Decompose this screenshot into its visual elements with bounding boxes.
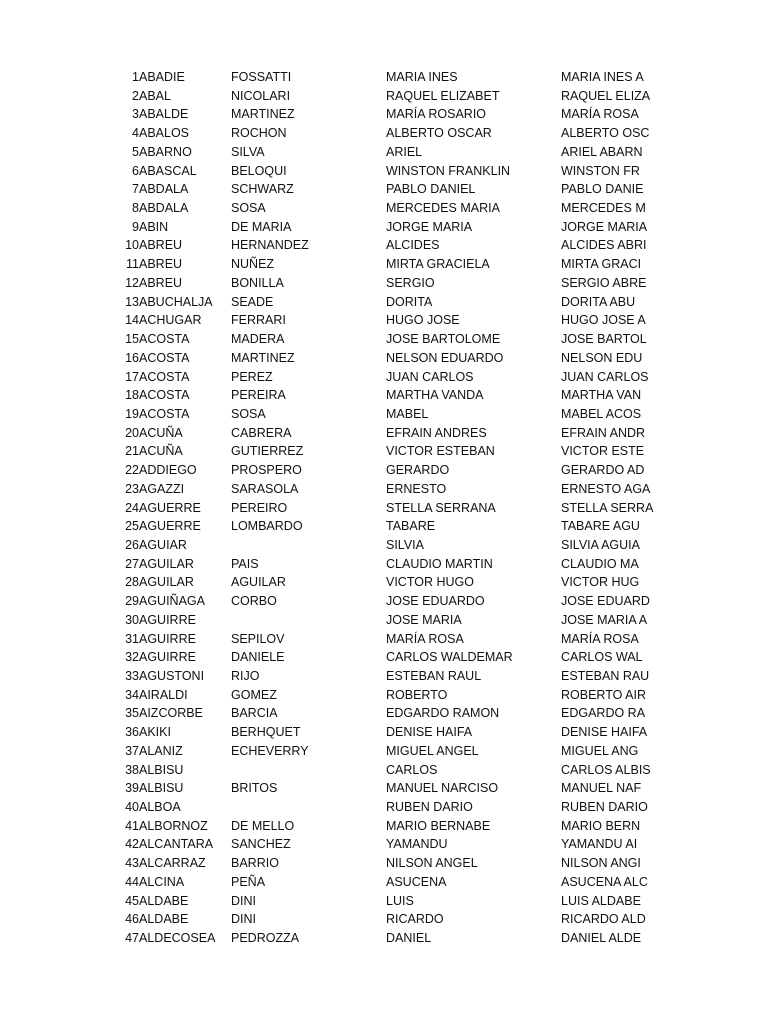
full-name-truncated: TABARE AGU [561,519,640,534]
full-name-truncated: MARÍA ROSA [561,631,639,646]
list-row [110,854,641,873]
full-name-truncated: MARÍA ROSA [561,107,639,122]
given-names: RUBEN DARIO [386,800,473,815]
full-name-truncated: MARIO BERN [561,818,641,833]
first-surname: ACUÑA [139,425,183,440]
list-row [110,742,639,761]
list-row [110,143,643,162]
row-number: 14 [125,313,139,328]
name-list-sheet [110,68,654,948]
given-names: JORGE MARIA [386,219,473,234]
full-name-truncated: HUGO JOSE A [561,313,646,328]
second-surname: SEPILOV [231,631,285,646]
row-number: 17 [125,369,139,384]
row-number: 6 [132,163,139,178]
first-surname: AGUIRRE [139,650,196,665]
list-row [110,873,648,892]
full-name-truncated: ARIEL ABARN [561,144,643,159]
full-name-truncated: EFRAIN ANDR [561,425,646,440]
given-names: ASUCENA [386,874,447,889]
full-name-truncated: DANIEL ALDE [561,931,642,946]
first-surname: ABALOS [139,126,190,141]
list-row [110,424,646,443]
second-surname: BARRIO [231,856,279,871]
full-name-truncated: MANUEL NAF [561,781,642,796]
first-surname: ALCINA [139,874,185,889]
row-number: 29 [125,594,139,609]
row-number: 35 [125,706,139,721]
given-names: VICTOR ESTEBAN [386,444,495,459]
list-row [110,704,646,723]
second-surname: MADERA [231,332,285,347]
row-number: 38 [125,762,139,777]
list-row [110,68,644,87]
first-surname: ABIN [139,219,169,234]
full-name-truncated: GERARDO AD [561,463,645,478]
given-names: YAMANDU [386,837,448,852]
list-row [110,929,642,948]
first-surname: AGUILAR [139,575,194,590]
first-surname: ABARNO [139,144,192,159]
full-name-truncated: ASUCENA ALC [561,874,648,889]
first-surname: AGUERRE [139,519,201,534]
given-names: DENISE HAIFA [386,725,473,740]
list-row [110,87,651,106]
first-surname: AGUIÑAGA [139,594,205,609]
row-number: 47 [125,931,139,946]
list-row [110,405,642,424]
full-name-truncated: WINSTON FR [561,163,640,178]
list-row [110,517,640,536]
given-names: NELSON EDUARDO [386,350,504,365]
given-names: MIGUEL ANGEL [386,743,479,758]
full-name-truncated: MARIA INES A [561,70,644,84]
given-names: DANIEL [386,931,432,946]
full-name-truncated: LUIS ALDABE [561,893,641,908]
row-number: 4 [132,126,139,141]
first-surname: ACOSTA [139,406,190,421]
row-number: 8 [132,201,139,216]
given-names: GERARDO [386,463,450,478]
given-names: MARÍA ROSA [386,631,464,646]
first-surname: AKIKI [139,725,171,740]
full-name-truncated: STELLA SERRA [561,500,654,515]
row-number: 19 [125,406,139,421]
full-name-truncated: RAQUEL ELIZA [561,88,651,103]
first-surname: AIRALDI [139,687,188,702]
full-name-truncated: ROBERTO AIR [561,687,646,702]
first-surname: ALCANTARA [139,837,214,852]
list-row [110,667,650,686]
second-surname: ROCHON [231,126,287,141]
second-surname: DE MELLO [231,818,295,833]
given-names: TABARE [386,519,436,534]
list-row [110,761,651,780]
second-surname: SANCHEZ [231,837,291,852]
given-names: PABLO DANIEL [386,182,476,197]
row-number: 26 [125,537,139,552]
list-row [110,480,651,499]
list-row [110,199,646,218]
first-surname: ABASCAL [139,163,197,178]
full-name-truncated: SERGIO ABRE [561,275,647,290]
second-surname: BERHQUET [231,725,301,740]
list-row [110,499,654,518]
first-surname: ACOSTA [139,350,190,365]
first-surname: ACHUGAR [139,313,202,328]
list-row [110,592,650,611]
list-row [110,124,650,143]
first-surname: AGUSTONI [139,669,205,683]
list-row [110,892,641,911]
second-surname: BARCIA [231,706,278,721]
full-name-truncated: EDGARDO RA [561,706,646,721]
given-names: EFRAIN ANDRES [386,425,487,440]
full-name-truncated: MIGUEL ANG [561,743,639,758]
first-surname: AGUERRE [139,500,201,515]
first-surname: ABAL [139,88,171,103]
row-number: 15 [125,332,139,347]
row-number: 21 [125,444,139,459]
second-surname: AGUILAR [231,575,286,590]
given-names: ERNESTO [386,481,447,496]
full-name-truncated: PABLO DANIE [561,182,644,197]
given-names: SERGIO [386,275,435,290]
full-name-truncated: JOSE BARTOL [561,332,647,347]
given-names: HUGO JOSE [386,313,460,328]
first-surname: ADDIEGO [139,463,197,478]
full-name-truncated: MARTHA VAN [561,388,642,403]
row-number: 11 [126,257,139,272]
full-name-truncated: ALBERTO OSC [561,126,650,141]
first-surname: AGAZZI [139,481,185,496]
row-number: 37 [125,743,139,758]
first-surname: ALANIZ [139,743,183,758]
given-names: VICTOR HUGO [386,575,474,590]
given-names: JUAN CARLOS [386,369,474,384]
second-surname: MARTINEZ [231,107,295,122]
list-row [110,630,639,649]
row-number: 43 [125,856,139,871]
list-row [110,817,641,836]
full-name-truncated: MERCEDES M [561,201,646,216]
second-surname: SEADE [231,294,274,309]
full-name-truncated: JOSE MARIA A [561,612,648,627]
second-surname: FERRARI [231,313,286,328]
given-names: NILSON ANGEL [386,856,478,871]
first-surname: ACOSTA [139,388,190,403]
given-names: STELLA SERRANA [386,500,496,515]
full-name-truncated: YAMANDU AI [561,837,638,852]
list-row [110,293,635,312]
second-surname: PEÑA [231,874,266,889]
second-surname: SARASOLA [231,481,299,496]
second-surname: DANIELE [231,650,285,665]
given-names: ALCIDES [386,238,440,253]
full-name-truncated: MABEL ACOS [561,406,642,421]
given-names: RAQUEL ELIZABET [386,88,500,103]
given-names: MIRTA GRACIELA [386,257,490,272]
given-names: MARIO BERNABE [386,818,491,833]
given-names: LUIS [386,893,414,908]
first-surname: ALBOA [139,800,181,815]
full-name-truncated: NILSON ANGI [561,856,641,871]
first-surname: AGUIAR [139,537,187,552]
second-surname: PEREZ [231,369,273,384]
first-surname: ABUCHALJA [139,294,213,309]
list-row [110,723,648,742]
second-surname: PAIS [231,556,259,571]
given-names: MARTHA VANDA [386,388,484,403]
second-surname: GOMEZ [231,687,277,702]
first-surname: ALDABE [139,912,189,927]
first-surname: ABDALA [139,201,189,216]
second-surname: BELOQUI [231,163,287,178]
row-number: 40 [125,800,139,815]
second-surname: CABRERA [231,425,292,440]
list-row [110,798,648,817]
given-names: JOSE BARTOLOME [386,332,501,347]
first-surname: ACOSTA [139,369,190,384]
first-surname: ACUÑA [139,444,183,459]
first-surname: ALDECOSEA [139,931,216,946]
given-names: WINSTON FRANKLIN [386,163,511,178]
second-surname: RIJO [231,669,260,683]
given-names: CARLOS [386,762,438,777]
row-number: 25 [125,519,139,534]
row-number: 46 [125,912,139,927]
list-row [110,105,639,124]
first-surname: ABREU [139,275,183,290]
list-row [110,686,646,705]
second-surname: GUTIERREZ [231,444,304,459]
full-name-truncated: JORGE MARIA [561,219,648,234]
list-row [110,573,640,592]
full-name-truncated: CARLOS WAL [561,650,643,665]
list-row [110,461,645,480]
row-number: 1 [132,70,139,84]
first-surname: ALBORNOZ [139,818,208,833]
given-names: JOSE EDUARDO [386,594,485,609]
second-surname: CORBO [231,594,277,609]
row-number: 16 [125,350,139,365]
row-number: 24 [125,500,139,515]
first-surname: ACOSTA [139,332,190,347]
first-surname: AGUIRRE [139,631,196,646]
row-number: 39 [125,781,139,796]
row-number: 42 [125,837,139,852]
list-row [110,386,642,405]
list-row [110,910,646,929]
full-name-truncated: DENISE HAIFA [561,725,648,740]
given-names: MABEL [386,406,429,421]
full-name-truncated: RUBEN DARIO [561,800,648,815]
first-surname: ALDABE [139,893,189,908]
row-number: 5 [132,144,139,159]
second-surname: DINI [231,893,256,908]
second-surname: BONILLA [231,275,284,290]
row-number: 28 [125,575,139,590]
given-names: DORITA [386,294,433,309]
list-row [110,255,642,274]
given-names: RICARDO [386,912,444,927]
second-surname: LOMBARDO [231,519,303,534]
second-surname: SCHWARZ [231,182,294,197]
list-row [110,648,643,667]
list-row [110,180,644,199]
second-surname: DE MARIA [231,219,292,234]
list-row [110,835,638,854]
first-surname: AGUILAR [139,556,194,571]
row-number: 27 [125,556,139,571]
second-surname: PEREIRA [231,388,286,403]
first-surname: ALBISU [139,762,184,777]
list-row [110,236,647,255]
second-surname: ECHEVERRY [231,743,309,758]
row-number: 34 [125,687,139,702]
given-names: ROBERTO [386,687,448,702]
second-surname: PEDROZZA [231,931,300,946]
second-surname: PEREIRO [231,500,288,515]
row-number: 12 [125,275,139,290]
row-number: 10 [125,238,139,253]
first-surname: ABADIE [139,70,185,84]
full-name-truncated: SILVIA AGUIA [561,537,640,552]
full-name-truncated: ESTEBAN RAU [561,669,650,683]
row-number: 30 [125,612,139,627]
full-name-truncated: CLAUDIO MA [561,556,639,571]
full-name-truncated: JOSE EDUARD [561,594,650,609]
row-number: 31 [125,631,139,646]
given-names: SILVIA [386,537,424,552]
full-name-truncated: MIRTA GRACI [561,257,642,272]
first-surname: ABALDE [139,107,189,122]
second-surname: NICOLARI [231,88,291,103]
second-surname: SOSA [231,406,266,421]
row-number: 32 [125,650,139,665]
row-number: 36 [125,725,139,740]
full-name-truncated: RICARDO ALD [561,912,646,927]
row-number: 13 [125,294,139,309]
first-surname: AIZCORBE [139,706,203,721]
list-row [110,349,643,368]
second-surname: PROSPERO [231,463,302,478]
row-number: 33 [125,669,139,683]
row-number: 7 [132,182,139,197]
given-names: ARIEL [386,144,423,159]
row-number: 41 [125,818,139,833]
given-names: MERCEDES MARIA [386,201,500,216]
list-row [110,779,642,798]
list-row [110,555,639,574]
first-surname: ALBISU [139,781,184,796]
second-surname: MARTINEZ [231,350,295,365]
list-row [110,442,645,461]
second-surname: HERNANDEZ [231,238,309,253]
list-row [110,311,646,330]
given-names: JOSE MARIA [386,612,462,627]
row-number: 22 [125,463,139,478]
given-names: ALBERTO OSCAR [386,126,492,141]
row-number: 44 [125,874,139,889]
row-number: 45 [125,893,139,908]
row-number: 9 [132,219,139,234]
list-row [110,368,649,387]
first-surname: ABREU [139,257,183,272]
first-surname: ABREU [139,238,183,253]
row-number: 2 [132,88,139,103]
given-names: CARLOS WALDEMAR [386,650,513,665]
full-name-truncated: VICTOR HUG [561,575,640,590]
given-names: ESTEBAN RAUL [386,669,482,683]
list-row [110,218,648,237]
first-surname: ALCARRAZ [139,856,206,871]
list-row [110,536,640,555]
given-names: CLAUDIO MARTIN [386,556,493,571]
first-surname: AGUIRRE [139,612,196,627]
first-surname: ABDALA [139,182,189,197]
given-names: MARÍA ROSARIO [386,107,487,122]
given-names: MANUEL NARCISO [386,781,499,796]
second-surname: NUÑEZ [231,257,275,272]
row-number: 3 [132,107,139,122]
row-number: 20 [125,425,139,440]
given-names: EDGARDO RAMON [386,706,500,721]
full-name-truncated: ALCIDES ABRI [561,238,647,253]
row-number: 23 [125,481,139,496]
given-names: MARIA INES [386,70,458,84]
list-row [110,611,648,630]
second-surname: SILVA [231,144,265,159]
second-surname: FOSSATTI [231,70,292,84]
list-row [110,330,647,349]
list-row [110,274,647,293]
row-number: 18 [125,388,139,403]
second-surname: BRITOS [231,781,278,796]
full-name-truncated: ERNESTO AGA [561,481,651,496]
full-name-truncated: JUAN CARLOS [561,369,649,384]
full-name-truncated: VICTOR ESTE [561,444,645,459]
full-name-truncated: DORITA ABU [561,294,636,309]
list-row [110,162,640,181]
second-surname: DINI [231,912,256,927]
full-name-truncated: CARLOS ALBIS [561,762,651,777]
full-name-truncated: NELSON EDU [561,350,643,365]
second-surname: SOSA [231,201,266,216]
